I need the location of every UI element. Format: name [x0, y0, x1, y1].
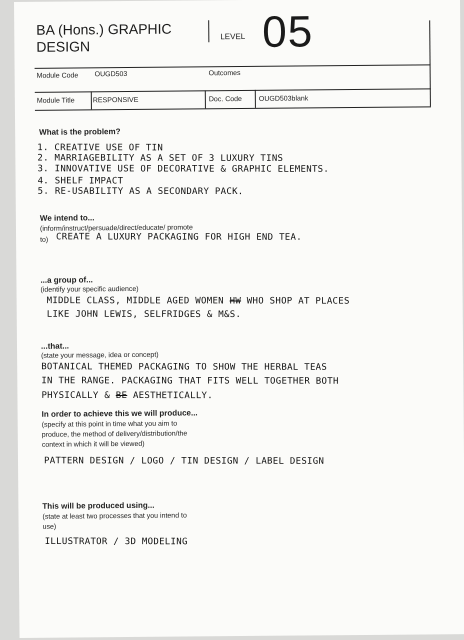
level-number: 05 [262, 7, 314, 57]
course-title-line1: BA (Hons.) GRAPHIC [36, 20, 172, 38]
rule-row2-bottom [35, 106, 431, 110]
using-heading: This will be produced using... [42, 500, 155, 511]
problem-item-3: 3. INNOVATIVE USE OF DECORATIVE & GRAPHIC ELEMENTS. [37, 164, 330, 175]
that-answer-line3-b: AESTHETICALLY. [132, 391, 214, 402]
using-subtitle-2: use) [42, 523, 57, 531]
using-subtitle-1: (state at least two processes that you intend to [42, 512, 187, 521]
problem-item-1: 1. CREATIVE USE OF TIN [37, 143, 164, 154]
document-sheet [14, 0, 464, 638]
intend-prefix: to) [40, 236, 49, 244]
header-divider-left [208, 20, 209, 42]
group-answer-line1-a: MIDDLE CLASS, MIDDLE AGED WOMEN [46, 296, 224, 307]
doc-code-value: OUGD503blank [258, 95, 309, 103]
produce-subtitle-3: context in which it will be viewed) [41, 440, 145, 449]
that-answer-line3-a: PHYSICALLY & [41, 390, 111, 401]
group-heading: ...a group of... [40, 275, 93, 285]
intend-answer: CREATE A LUXURY PACKAGING FOR HIGH END TEA. [56, 232, 302, 243]
header-cell-divider-3 [255, 90, 256, 108]
problem-item-2: 2. MARRIAGEBILITY AS A SET OF 3 LUXURY TINS [37, 153, 284, 164]
group-answer-line1-b: WHO SHOP AT PLACES [246, 296, 350, 307]
that-answer-line1: BOTANICAL THEMED PACKAGING TO SHOW THE HERBAL TEAS [41, 362, 328, 373]
using-answer: ILLUSTRATOR / 3D MODELING [44, 537, 188, 548]
course-title [36, 21, 172, 56]
intend-subtitle: (inform/instruct/persuade/direct/educate/ promote [39, 224, 193, 233]
that-subtitle: (state your message, idea or concept) [41, 351, 159, 360]
problem-item-4: 4. SHELF IMPACT [37, 176, 124, 187]
produce-subtitle-1: (specify at this point in time what you aim to [41, 420, 178, 429]
rule-row1-top [35, 64, 431, 68]
level-label: LEVEL [220, 31, 246, 42]
module-code-value: OUGD503 [94, 71, 128, 79]
problem-heading: What is the problem? [39, 127, 121, 137]
that-answer-line3 [41, 391, 213, 401]
header-cell-divider-1 [91, 91, 92, 109]
rule-row2-top [35, 88, 431, 92]
group-answer-line2: LIKE JOHN LEWIS, SELFRIDGES & M&S. [46, 309, 242, 321]
produce-answer: PATTERN DESIGN / LOGO / TIN DESIGN / LABEL DESIGN [44, 456, 325, 467]
module-code-label: Module Code [36, 72, 79, 80]
that-heading: ...that... [40, 341, 70, 351]
group-answer-strike: HW [229, 296, 242, 307]
group-answer-line1 [47, 296, 350, 307]
group-subtitle: (identify your specific audience) [40, 285, 139, 294]
that-answer-strike: BE [115, 391, 128, 402]
doc-code-label: Doc. Code [208, 96, 242, 104]
produce-heading: In order to achieve this we will produce... [41, 408, 198, 419]
module-title-label: Module Title [36, 97, 75, 105]
outcomes-label: Outcomes [208, 70, 241, 78]
problem-item-5: 5. RE-USABILITY AS A SECONDARY PACK. [37, 186, 244, 198]
that-answer-line2: IN THE RANGE. PACKAGING THAT FITS WELL TOGETHER BOTH [41, 376, 339, 387]
course-title-line2: DESIGN [36, 38, 91, 55]
produce-subtitle-2: produce, the method of delivery/distribution/the [41, 430, 188, 439]
header-divider-right [429, 20, 431, 106]
header-cell-divider-2 [205, 90, 206, 108]
intend-heading: We intend to... [39, 213, 95, 223]
module-title-value: RESPONSIVE [92, 96, 139, 105]
